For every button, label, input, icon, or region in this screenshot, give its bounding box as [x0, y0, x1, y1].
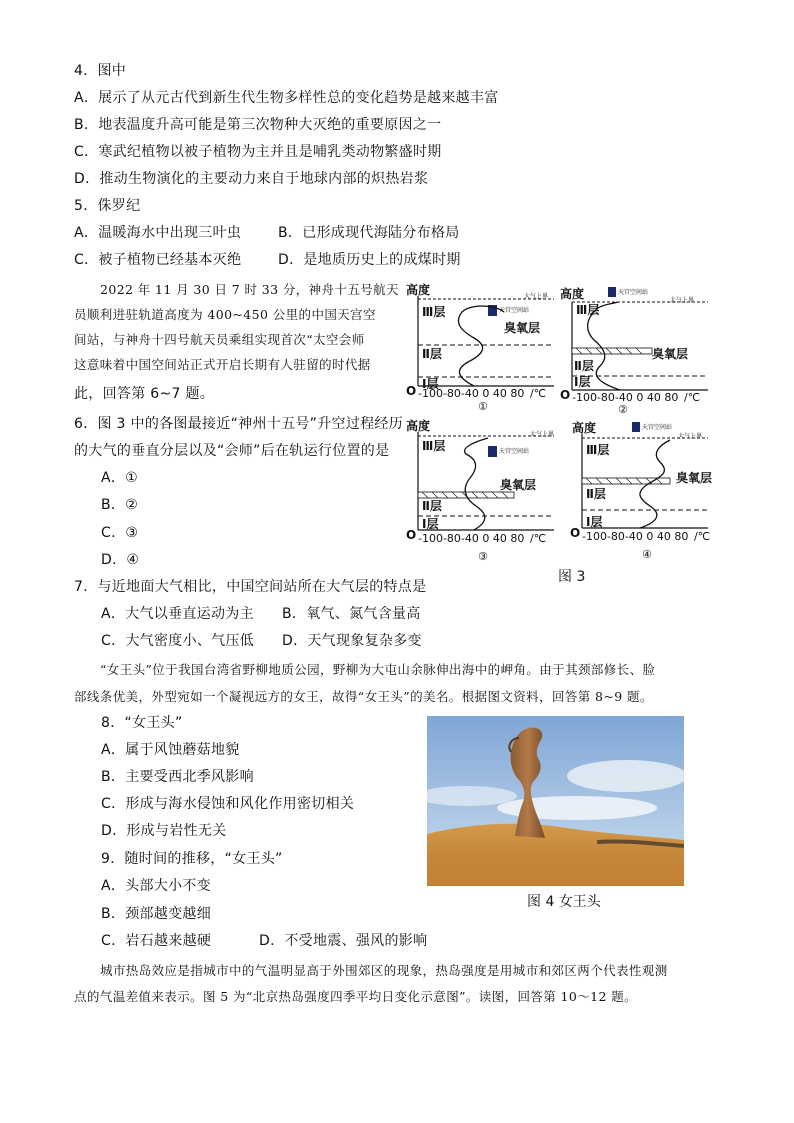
q5-option-a: A．温暖海水中出现三叶虫 [74, 225, 242, 241]
height-label: 高度 [406, 419, 431, 433]
unit-label: /℃ [530, 532, 547, 545]
layer1-label: Ⅰ层 [574, 375, 591, 389]
q8-option-b: B．主要受西北季风影响 [101, 769, 254, 785]
top-label: 大气上界 [670, 297, 695, 304]
q7-option-c: C．大气密度小、气压低 [101, 633, 255, 649]
diagram-number-3: ③ [478, 550, 488, 563]
top-label: 大气上界 [524, 293, 549, 300]
layer2-label: Ⅱ层 [574, 359, 594, 373]
station-label: 天宫空间站 [499, 307, 530, 314]
x-ticks: -100-80-40 0 40 80 [582, 530, 689, 543]
q9-option-b: B．颈部越变越细 [101, 906, 212, 922]
layer1-label: Ⅰ层 [586, 515, 603, 529]
layer3-label: Ⅲ层 [422, 305, 446, 319]
q4-option-b: B．地表温度升高可能是第三次物种大灭绝的重要原因之一 [74, 117, 442, 133]
x-ticks: -100-80-40 0 40 80 [418, 387, 525, 400]
queens-head-photo [427, 716, 684, 886]
origin-label: O [570, 526, 581, 540]
q6-option-c: C．③ [101, 525, 139, 541]
q6-option-b: B．② [101, 497, 139, 513]
atmosphere-diagram-3 [404, 418, 562, 566]
q9-option-a: A．头部大小不变 [101, 878, 211, 894]
station-label: 天宫空间站 [618, 289, 649, 296]
intro-6-7-line2: 员顺利进驻轨道高度为 400~450 公里的中国天宫空 [74, 307, 376, 322]
top-label: 大气上界 [678, 433, 703, 440]
q7-stem: 7．与近地面大气相比，中国空间站所在大气层的特点是 [74, 579, 427, 595]
intro-8-9-line1: “女王头”位于我国台湾省野柳地质公园，野柳为大屯山余脉伸出海中的岬角。由于其颈部修长、脸 [100, 662, 656, 677]
q9-stem: 9．随时间的推移，“女王头” [101, 851, 283, 867]
figure-3-caption: 图 3 [558, 569, 586, 585]
diagram-number-2: ② [618, 403, 628, 414]
q8-option-c: C．形成与海水侵蚀和风化作用密切相关 [101, 796, 355, 812]
x-ticks: -100-80-40 0 40 80 [572, 391, 679, 404]
layer2-label: Ⅱ层 [586, 487, 606, 501]
height-label: 高度 [572, 421, 597, 435]
diagram-number-4: ④ [642, 548, 652, 561]
intro-10-12-line1: 城市热岛效应是指城市中的气温明显高于外围郊区的现象，热岛强度是用城市和郊区两个代表性观测 [100, 963, 668, 978]
atmosphere-diagram-1 [404, 282, 562, 414]
q7-option-d: D．天气现象复杂多变 [282, 633, 422, 649]
q9-option-d: D．不受地震、强风的影响 [259, 933, 428, 949]
q5-option-b: B．已形成现代海陆分布格局 [278, 225, 460, 241]
intro-6-7-line5: 此，回答第 6~7 题。 [74, 386, 215, 402]
q8-option-d: D．形成与岩性无关 [101, 823, 227, 839]
q8-stem: 8．“女王头” [101, 715, 183, 731]
q4-stem: 4．图中 [74, 63, 127, 79]
ozone-label: 臭氧层 [500, 478, 537, 492]
layer3-label: Ⅲ层 [576, 303, 600, 317]
height-label: 高度 [560, 287, 585, 301]
layer1-label: Ⅰ层 [422, 517, 439, 531]
unit-label: /℃ [530, 387, 547, 400]
q5-option-d: D．是地质历史上的成煤时期 [278, 252, 461, 268]
q6-option-d: D．④ [101, 552, 140, 568]
q6-option-a: A．① [101, 470, 139, 486]
top-label: 大气上界 [530, 431, 555, 438]
intro-6-7-line3: 间站，与神舟十四号航天员乘组实现首次“太空会师 [74, 332, 365, 347]
intro-10-12-line2: 点的气温差值来表示。图 5 为“北京热岛强度四季平均日变化示意图”。读图，回答第 10～12 题。 [74, 989, 638, 1004]
station-label: 天宫空间站 [499, 448, 530, 455]
q6-stem-line1: 6．图 3 中的各图最接近“神州十五号”升空过程经历 [74, 416, 404, 432]
origin-label: O [560, 388, 571, 402]
ozone-label: 臭氧层 [652, 347, 689, 361]
ozone-label: 臭氧层 [504, 321, 541, 335]
x-ticks: -100-80-40 0 40 80 [418, 532, 525, 545]
figure-4-caption: 图 4 女王头 [527, 894, 601, 910]
q8-option-a: A．属于风蚀蘑菇地貌 [101, 742, 240, 758]
unit-label: /℃ [694, 530, 711, 543]
diagram-number-1: ① [478, 400, 488, 413]
intro-8-9-line2: 部线条优美，外型宛如一个凝视远方的女王，故得“女王头”的美名。根据图文资料，回答第 8~9 题。 [74, 689, 653, 704]
layer3-label: Ⅲ层 [586, 443, 610, 457]
layer2-label: Ⅱ层 [422, 347, 442, 361]
q9-option-c: C．岩石越来越硬 [101, 933, 212, 949]
atmosphere-diagram-2 [558, 282, 716, 414]
height-label: 高度 [406, 283, 431, 297]
unit-label: /℃ [684, 391, 701, 404]
intro-6-7-line4: 这意味着中国空间站正式开启长期有人驻留的时代据 [74, 357, 371, 372]
layer2-label: Ⅱ层 [422, 499, 442, 513]
q7-option-a: A．大气以垂直运动为主 [101, 606, 254, 622]
ozone-label: 臭氧层 [676, 471, 713, 485]
q4-option-a: A．展示了从元古代到新生代生物多样性总的变化趋势是越来越丰富 [74, 90, 499, 106]
q4-option-c: C．寒武纪植物以被子植物为主并且是哺乳类动物繁盛时期 [74, 144, 442, 160]
origin-label: O [406, 528, 417, 542]
intro-6-7-line1: 2022 年 11 月 30 日 7 时 33 分，神舟十五号航天 [100, 282, 399, 297]
q6-stem-line2: 的大气的垂直分层以及“会师”后在轨运行位置的是 [74, 443, 390, 459]
layer1-label: Ⅰ层 [422, 377, 439, 391]
q5-stem: 5．侏罗纪 [74, 198, 141, 214]
q4-option-d: D．推动生物演化的主要动力来自于地球内部的炽热岩浆 [74, 171, 429, 187]
station-label: 天宫空间站 [642, 424, 673, 431]
q7-option-b: B．氧气、氮气含量高 [282, 606, 421, 622]
atmosphere-diagram-4 [558, 418, 716, 566]
origin-label: O [406, 384, 417, 398]
q5-option-c: C．被子植物已经基本灭绝 [74, 252, 242, 268]
layer3-label: Ⅲ层 [422, 439, 446, 453]
